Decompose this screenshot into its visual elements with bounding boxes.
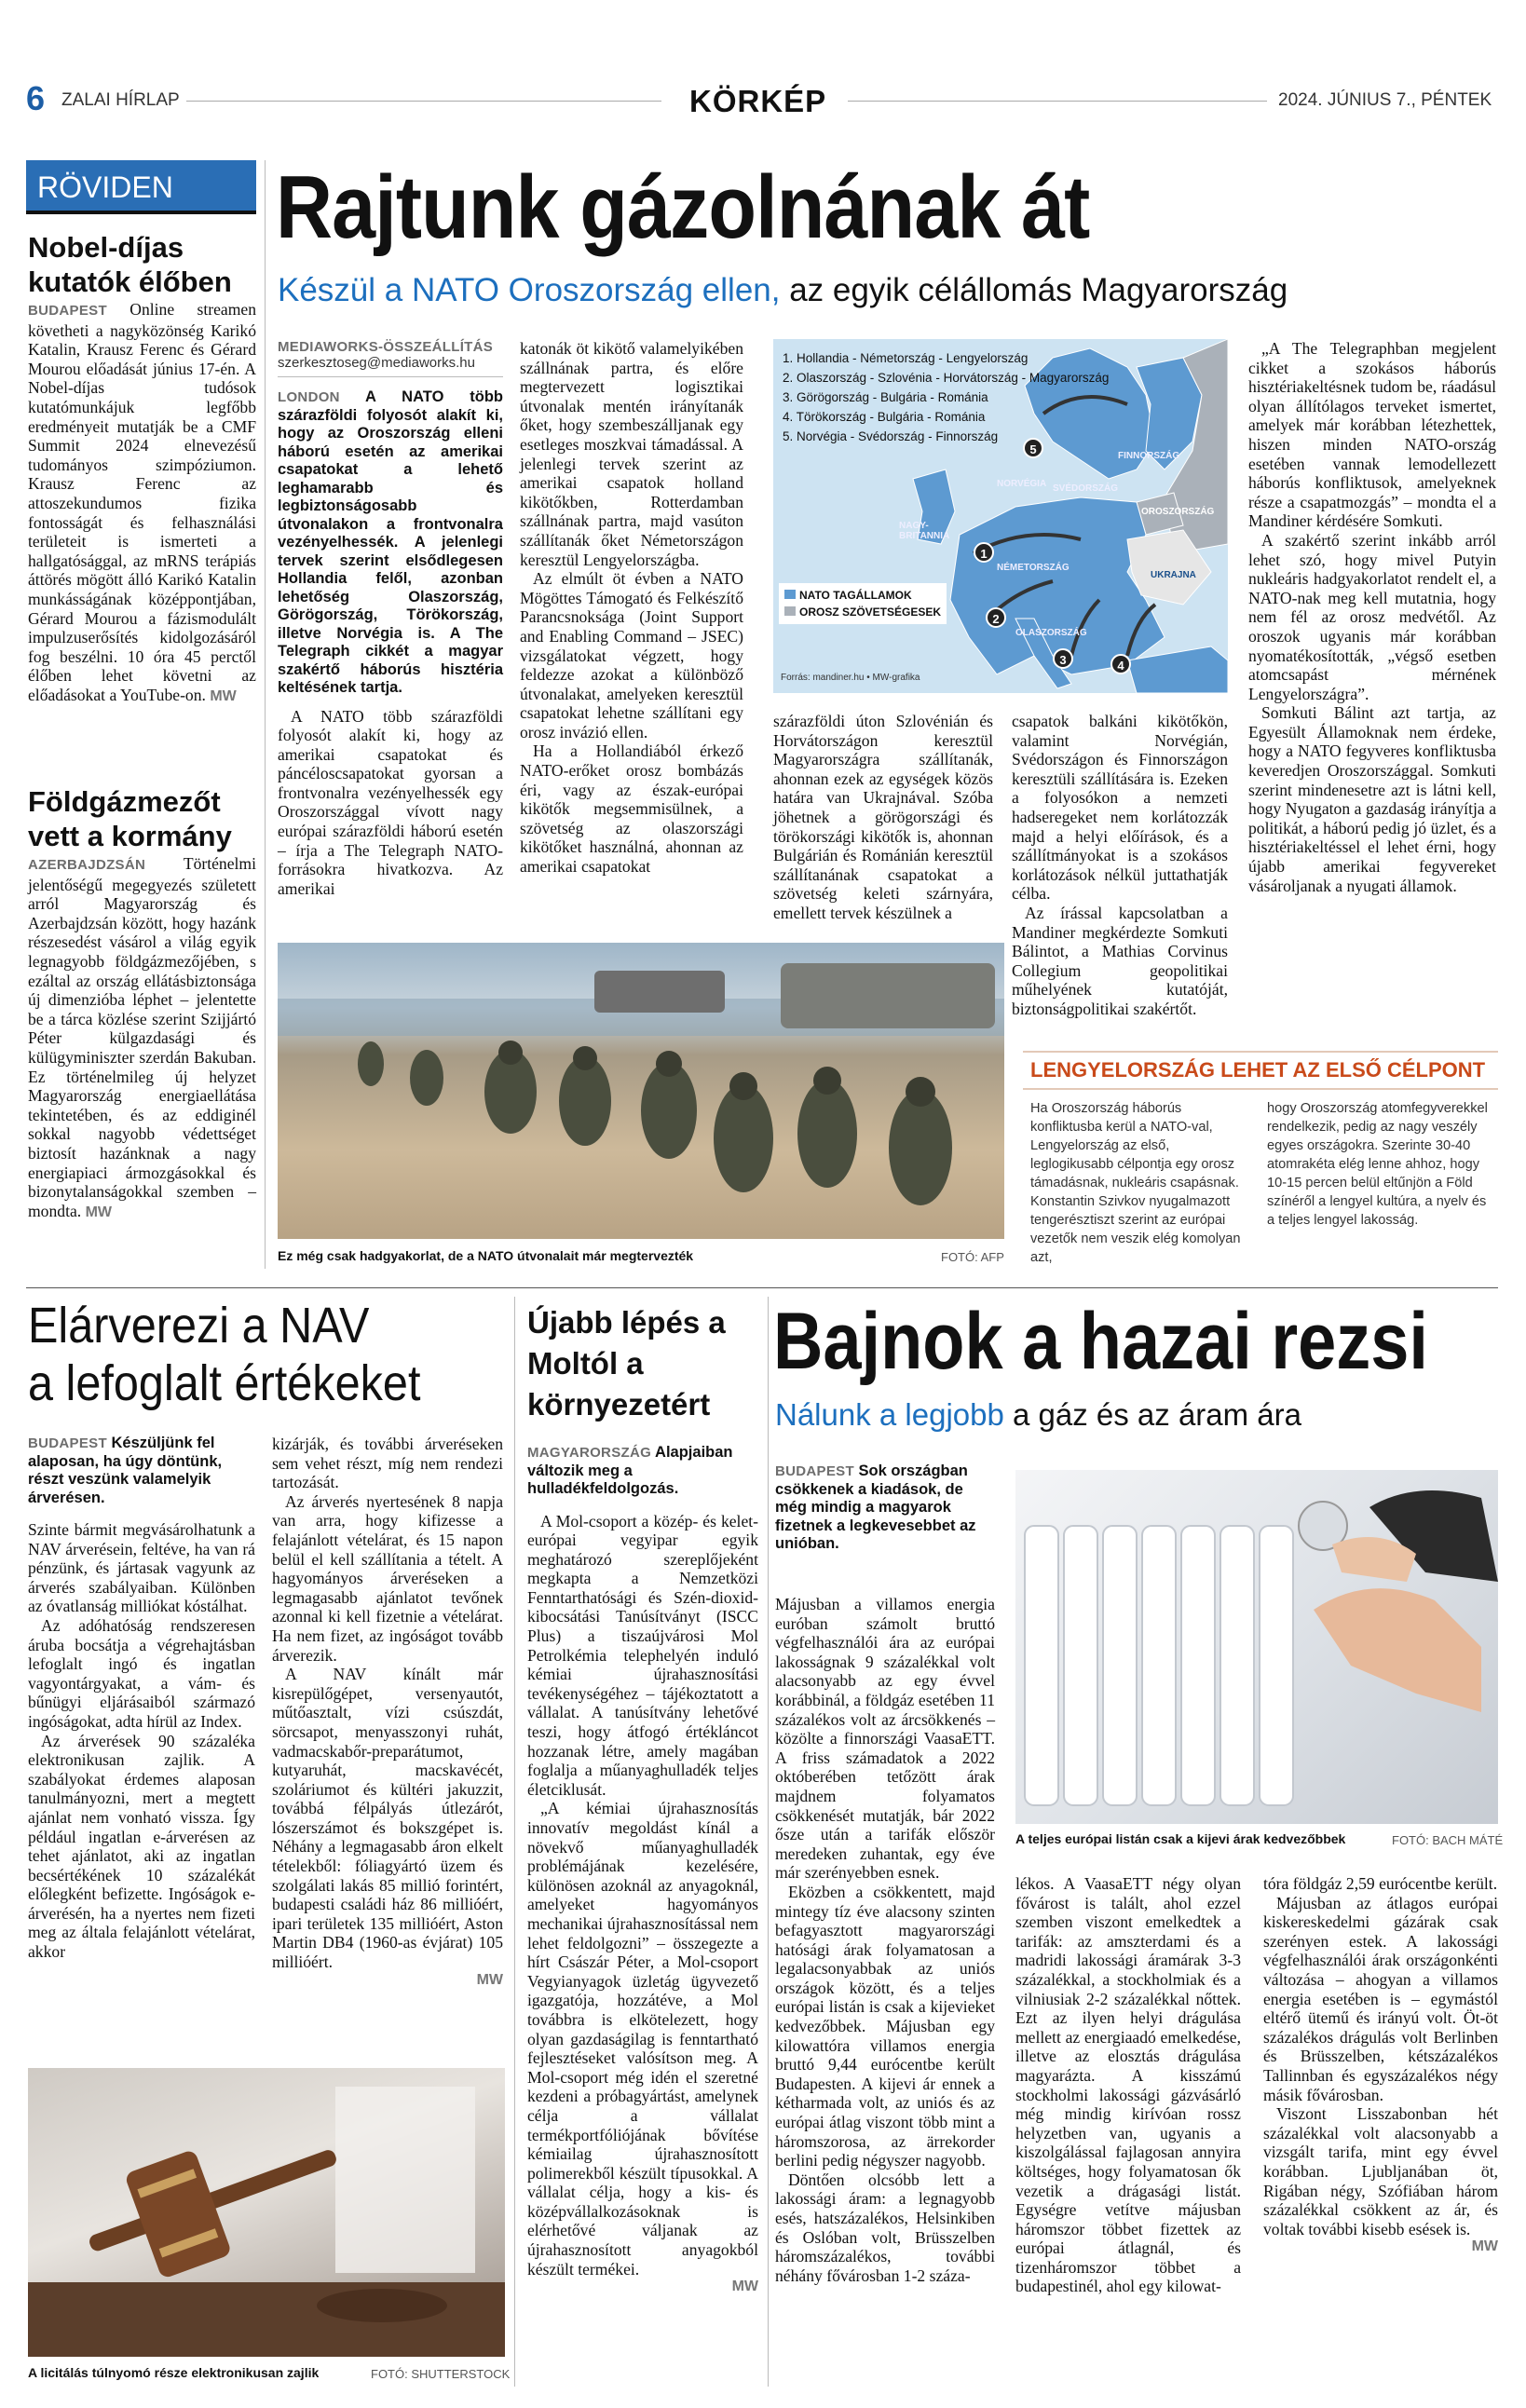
main-col1	[278, 339, 503, 898]
rezsi-sub-colored: Nálunk a legjobb	[775, 1397, 1004, 1432]
rezsi-photo	[1015, 1470, 1498, 1824]
rezsi-col1-p3: Döntően olcsóbb lett a lakossági áram: a legnagyobb esés, hatszázalékos, Helsinkiben és Oslóban volt, Brüsszelben háromszázalékos, további néhány fővárosban 1-2 száza-	[775, 2170, 995, 2285]
rezsi-col3-p3: Viszont Lisszabonban hét százalékkal volt alacsonyabb a vizsgált tarifa, mint egy évvel korábban. Ljubljanában öt, Rigában négy, Szófiában három százalékkal csökkent az ár, és voltak további kisebb esések is.	[1263, 2104, 1498, 2238]
nav-col1-p1: Szinte bármit megvásárolhatunk a NAV árverésein, feltéve, ha van rá pénzünk, és jártasak vagyunk az árverés szabályaiban. Különben az óvatlanság milliókat kóstálhat.	[28, 1520, 255, 1616]
nav-col1-p2: Az adóhatóság rendszeresen áruba bocsátja a végrehajtásban lefoglalt ingó és ingatlan vagyontárgyakat, a vám- és bűnügyi eljárásaiból származó ingóságokat, adta hírül az Index.	[28, 1615, 255, 1731]
main-col4-text: csapatok balkáni kikötőkön, valamint Norvégián, Svédországon és Finnországon keresztüli szállítására is. Ezeken a folyosókon a nemzeti hadseregeket nem korlátozzák majd a helyi előírások, és a szállítmányokat is a szokásos korlátozások nélkül juttathatják célba.	[1012, 712, 1228, 904]
main-photo-caption: Ez még csak hadgyakorlat, de a NATO útvonalait már megtervezték	[278, 1248, 694, 1263]
main-col5-p2: A szakértő szerint inkább arról lehet szó, hogy mivel Putyin nukleáris hadgyakorlatot rendelt el, a NATO-nak meg kell mutatnia, hogy nem fél az orosz medvétől. Az oroszok ugyanis már korábban nyomatékosították, „végső esetben atomcsapást mérnének Lengyelországra”.	[1248, 530, 1496, 703]
map-label-uk: NAGY-BRITANNIA	[899, 521, 950, 541]
nav-photo-credit: FOTÓ: SHUTTERSTOCK	[371, 2367, 511, 2381]
section-title: KÖRKÉP	[689, 84, 827, 118]
map-marker-4: 4	[1110, 654, 1131, 674]
main-photo-credit: FOTÓ: AFP	[941, 1250, 1004, 1264]
sidebox-col2: hogy Oroszország atomfegyverekkel rendelkezik, pedig az nagy veszély egyes országokra. Szerinte 30-40 atomrakéta elég lenne ahhoz, hogy 10-15 percen belül eltűnjön a Föld színéről a lengyel kultúra, a nyelv és a teljes lengyel lakosság.	[1267, 1101, 1488, 1228]
map-marker-2: 2	[986, 607, 1006, 628]
header-rule-right	[848, 101, 1267, 102]
main-lead-text: A NATO több szárazföldi folyosót alakít ki, hogy az Oroszország elleni háború esetén az amerikai csapatokat a lehető leghamarabb és legbiztonságosabb útvonalakon a frontvonalra vezényelhessék. A jelenlegi tervek szerint elsődlegesen Hollandia felől, azonban lehetőség Olaszország, Görögország, Törökország, illetve Norvégia is. A The Telegraph cikkét a magyar szakértő háborús hisztéria keltésének tartja.	[278, 388, 503, 696]
roviden-label	[26, 160, 256, 214]
map-route-2: 2. Olaszország - Szlovénia - Horvátország - Magyarország	[783, 371, 1110, 385]
map-label-russia: OROSZORSZÁG	[1141, 507, 1215, 517]
main-lead	[278, 388, 503, 698]
rezsi-lead-kicker: BUDAPEST	[775, 1463, 854, 1479]
rezsi-lead-box	[775, 1462, 995, 1554]
nav-col1-p3: Az árverések 90 százaléka elektronikusan zajlik. A szabályokat érdemes alaposan tanulmányozni, mert a megtett ajánlat nem vonható vissza. Így például ingatlan e-árverésen az tehet ajánlatot, aki az ingatlan becsértékének 10 százalékát előlegként befizette. Ingóságok e-árverésén, ha a nyertes nem fizeti meg az általa felajánlott vételárat, akkor	[28, 1731, 255, 1962]
main-col4-p2: Az írással kapcsolatban a Mandiner megkérdezte Somkuti Bálintot, a Mathias Corvinus Collegium geopolitikai műhelyének kutatóját, biztonságpolitikai szakértőt.	[1012, 903, 1228, 1018]
nav-photo-caption: A licitálás túlnyomó része elektronikusan zajlik	[28, 2365, 320, 2380]
roviden-item2-kicker: AZERBAJDZSÁN	[28, 857, 146, 873]
map-source: Forrás: mandiner.hu • MW-grafika	[781, 673, 920, 683]
roviden-item1-title: Nobel-díjas kutatók élőben	[28, 231, 232, 298]
roviden-label-text: RÖVIDEN	[37, 170, 173, 204]
rezsi-col3	[1263, 1874, 1498, 2255]
main-col2-p3: Ha a Hollandiából érkező NATO-erőket orosz bombázás éri, vagy az észak-európai kikötők megsemmisülnek, a szövetség az olaszországi kikötőket használná, ahonnan az amerikai csapatokat	[520, 741, 743, 877]
map-label-sweden: SVÉDORSZÁG	[1053, 483, 1119, 494]
rezsi-col1-p1: Májusban a villamos energia euróban számolt bruttó végfelhasználói ára az európai lakosságnak 9 százalékkal volt alacsonyabb az egy évvel korábbinál, a földgáz esetében 11 százalékos volt az árcsökkenés – közölte a finnországi VaasaETT. A friss számadatok a 2022 októberében tetőzött árak majdnem folyamatos csökkenését mutatják, bár 2022 ősze után a tarifák először meredeken zuhantak, egy éve már szerényebben esnek.	[775, 1595, 995, 1883]
nav-col2-p3: A NAV kínált már kisrepülőgépet, versenyautót, műtőasztalt, vízi csúszdát, sörcsapot, menyasszonyi ruhát, vadmacskabőr-preparátumot, kutyaruhát, macskavécét, szoláriumot és kültéri jakuzzit, továbbá félpályás útlezárót, lószerszámot és bokszgépet is. Néhány a legmagasabb áron elkelt tételekből: fóliagyártó üzem és szolgálati lakás 85 millió forintért, budapesti családi ház 86 millióért, ipari területek 135 millióért, Aston Martin DB4 (1960-as évjárat) 105 millióért.	[272, 1665, 503, 1972]
main-lead-kicker: LONDON	[278, 389, 340, 405]
main-col5	[1248, 339, 1496, 895]
map-label-italy: OLASZORSZÁG	[1015, 628, 1087, 638]
mol-lead	[527, 1444, 758, 1499]
rezsi-sub-rest: a gáz és az áram ára	[1003, 1397, 1301, 1432]
rezsi-col2-p1: lékos. A VaasaETT négy olyan fővárost is talált, ahol ezzel szemben viszont emelkedtek a tarifák: az amszterdami és a madridi lakossági áramárak 3-3 százalékkal, a stockholmiak és a vilniusiak 2-2 százalékkal nőttek. Ezt az ilyen helyi drágulása mellett az energiaadó emelkedése, illetve az elosztás drágulása magyarázta. A kisszámú stockholmi lakossági gázvásárló még mindig kirívóan rossz helyzetben van, ugyanis a kiszolgálással fajlagosan annyira költséges, hogy folyamatosan ők vezetik a drágasági listát. Egységre vetítve májusban háromszor többet fizettek az európai átlagnál, és tizenháromszor többet a budapestinél, ahol egy kilowat-	[1015, 1874, 1241, 2296]
map-label-norway: NORVÉGIA	[997, 479, 1047, 489]
nav-lead	[28, 1435, 255, 1507]
main-col4	[1012, 712, 1228, 1019]
header-rule-left	[186, 101, 661, 102]
sidebar-divider	[265, 160, 266, 1269]
main-byline-email: szerkesztoseg@mediaworks.hu	[278, 355, 503, 377]
map-marker-3: 3	[1053, 648, 1073, 669]
rezsi-headline: Bajnok a hazai rezsi	[773, 1297, 1428, 1386]
map-legend-nato: NATO TAGÁLLAMOK	[799, 589, 912, 602]
rezsi-col3-p1: tóra földgáz 2,59 eurócentbe került.	[1263, 1874, 1498, 1893]
main-headline: Rajtunk gázolnának át	[276, 157, 1090, 257]
main-col2-p2: Az elmúlt öt évben a NATO Mögöttes Támogató és Felkészítő Parancsnoksága (Joint Support and Enabling Command – JSEC) vizsgálatokat végzett, hogy feldezze azokat a különböző útvonalakat, amelyeken keresztül csapatokat lehetne szállítani egy orosz invázió ellen.	[520, 569, 743, 741]
main-col3	[773, 712, 993, 923]
nav-divider	[514, 1297, 515, 2387]
sidebox	[1023, 1051, 1498, 1270]
main-subheadline	[278, 270, 1288, 311]
main-sub-colored: Készül a NATO Oroszország ellen,	[278, 272, 781, 308]
nav-photo	[28, 2068, 505, 2357]
nav-headline-line2: a lefoglalt értékeket	[28, 1355, 421, 1411]
main-col1-text: A NATO több szárazföldi folyosót alakít ki, hogy az amerikai csapatokat és páncéloscsapatokat gyorsan a frontvonalra vezényelhessék egy Oroszországgal vívott nagy európai szárazföldi háború esetén – írja a The Telegraph NATO-forrásokra hivatkozva. Az amerikai	[278, 706, 503, 898]
nav-headline	[28, 1297, 420, 1412]
nav-lead-text: Készüljünk fel alaposan, ha úgy döntünk, részt veszünk valamelyik árverésen.	[28, 1435, 223, 1506]
map-label-ukraine: UKRAJNA	[1151, 570, 1196, 580]
map-route-5: 5. Norvégia - Svédország - Finnország	[783, 429, 999, 443]
rezsi-photo-caption: A teljes európai listán csak a kijevi árak kedvezőbbek	[1015, 1831, 1346, 1846]
roviden-item1-text: Online streamen követheti a nagyközönség Karikó Katalin, Krausz Ferenc és Gérard Mourou előadását június 17-én. A Nobel-díjas tudósok kutatómunkájuk legfőbb eredményeit mutatják be a CMF Summit 2024 elnevezésű tudományos szimpóziumon. Krausz Ferenc az attoszekundumos fizika fontosságát és felhasználási területeit is ismerteti a hallgatósággal, az mRNS terápiás áttörés mögött álló Karikó Katalin munkásságának középpontjában, Gérard Mourou a fázismodulált impulzuserősítés kidolgozásáról fog beszélni. 10 óra 45 perctől élőben lehet követni az előadásokat a YouTube-on.	[28, 300, 256, 704]
map-marker-1: 1	[974, 542, 994, 563]
gavel-illustration	[28, 2068, 505, 2357]
roviden-item2-title: Földgázmezőt vett a kormány	[28, 785, 232, 852]
roviden-item1-sign: MW	[210, 687, 237, 704]
rezsi-col2	[1015, 1874, 1241, 2296]
roviden-item2-sign: MW	[85, 1204, 113, 1220]
soldiers-illustration	[278, 943, 1004, 1239]
map-route-list	[783, 348, 1109, 446]
section-divider	[26, 1287, 1498, 1288]
main-col3-text: szárazföldi úton Szlovénián és Horvátországon keresztül Magyarországra szállítanák, ahonnan ezek az egységek közös határa van Ukrajnával. Szóba jöhetnek a görögországi és törökországi kikötők is, ahonnan Bulgárián és Románián keresztül szállítanának csapatokat a szövetség keleti szárnyára, emellett tervek készülnek a	[773, 712, 993, 922]
mol-sign: MW	[731, 2279, 758, 2295]
radiator-illustration	[1015, 1470, 1498, 1824]
map-label-finland: FINNORSZÁG	[1118, 451, 1180, 461]
map-legend-nato-row	[784, 587, 941, 604]
nav-lead-kicker: BUDAPEST	[28, 1435, 107, 1451]
map-marker-5: 5	[1023, 438, 1043, 458]
roviden-item1-body	[28, 300, 256, 706]
rezsi-subheadline	[775, 1395, 1301, 1435]
roviden-item2-text: Történelmi jelentőségű megegyezés született arról Magyarország és Azerbajdzsán között, hogy hazánk részesedést vásárol a világ egyik legnagyobb földgázmezőjében, s ezáltal az ország ellátásbiztonsága új dimenzióba léphet – jelentette be a tárca közlése szerint Szijjártó Péter külgazdasági és külügyminiszter szerdán Bakuban. Ez történelmileg új helyzet Magyarország energiaellátása tekintetében, és az eddiginél sokkal nagyobb védettséget biztosít hazánknak a nagy energiapiaci ármozgásokkal és bizonytalanságokkal szemben – mondta.	[28, 854, 256, 1220]
route-map	[773, 339, 1228, 693]
main-col5-p3: Somkuti Bálint azt tartja, az Egyesült Államoknak nem érdeke, hogy a NATO fegyveres konfliktusba keveredjen Oroszországgal. Somkuti szerint mindenesetre azt is látni kell, hogy Nyugaton a gazdaság irányítja a politikát, a háború pedig jó üzlet, és a hisztériakeltéssel el lehet érni, hogy újabb amerikai fegyvereket vásároljanak a nyugati államok.	[1248, 703, 1496, 895]
rezsi-col1	[775, 1595, 995, 2285]
map-legend-allies-row	[784, 604, 941, 620]
mol-p1: A Mol-csoport a közép- és kelet-európai vegyipar egyik meghatározó szereplőjeként megkapta a Nemzetközi Fenntarthatósági és Szén-dioxid-kibocsátási Tanúsítványt (ISCC Plus) a tiszaújvárosi Mol Petrolkémia telephelyén induló kémiai újrahasznosítási tevékenységéhez – tájékoztatott a vállalat. A tanúsítvány lehetővé teszi, hogy átfogó értékláncot hozzanak létre, amely magában foglalja a műanyaghulladék teljes életciklusát.	[527, 1511, 758, 1799]
main-col2-text: katonák öt kikötő valamelyikében szállnának partra, és előre megtervezett logisztikai útvonalak mentén irányítanák őket, hogy szembeszálljanak egy esetleges moszkvai támadással. A jelenlegi tervek szerint az amerikai csapatok holland kikötőkben, Rotterdamban szállnának partra, majd vasúton szállítanák őket Németországon keresztül Lengyelországba.	[520, 339, 743, 569]
roviden-item2-body	[28, 854, 256, 1222]
rezsi-lead-text: Sok országban csökkenek a kiadások, de még mindig a magyarok fizetnek a legkevesebbet az unióban.	[775, 1462, 976, 1552]
page-number: 6	[26, 79, 46, 117]
map-legend-nato-swatch	[784, 590, 796, 599]
sidebox-col1: Ha Oroszország háborús konfliktusba kerül a NATO-val, Lengyelország az első, leglogikusabb célpontja egy orosz támadásnak, nukleáris csapásnak. Konstantin Szivkov nyugalmazott tengerésztiszt szerint az európai vezetők nem veszik elég komolyan azt,	[1030, 1101, 1241, 1265]
mol-lead-kicker: MAGYARORSZÁG	[527, 1445, 652, 1461]
mol-p2: „A kémiai újrahasznosítás innovatív megoldást kínál a növekvő műanyaghulladék problémájának kezelésére, különösen azoknál az anyagoknál, amelyeket hagyományos mechanikai újrahasznosítással nem lehet feldolgozni” – összegezte a hírt Császár Péter, a Mol-csoport Vegyianyagok üzletág ügyvezető igazgatója, hozzátéve, a Mol továbbra is elkötelezett, hogy olyan gazdaságilag is fenntartható fejlesztéseket valósítson meg. A Mol-csoport még idén el szeretné kezdeni a próbagyártást, amelynek célja a vállalat termékportfóliójának bővítése kémiailag újrahasznosított polimerekből készült típusokkal. A vállalat célja, hogy a kis- és középvállalkozásoknak is elérhetővé váljanak az újrahasznosított anyagokból készült termékei.	[527, 1799, 758, 2279]
map-legend	[779, 583, 947, 624]
mol-lead-text: Alapjaiban változik meg a hulladékfeldolgozás.	[527, 1444, 733, 1497]
map-route-3: 3. Görögország - Bulgária - Románia	[783, 390, 988, 404]
paper-name: ZALAI HÍRLAP	[61, 90, 180, 110]
main-byline-name: MEDIAWORKS-ÖSSZEÁLLÍTÁS	[278, 339, 494, 355]
main-col2	[520, 339, 743, 877]
map-route-1: 1. Hollandia - Németország - Lengyelország	[783, 351, 1029, 365]
sidebox-title: LENGYELORSZÁG LEHET AZ ELSŐ CÉLPONT	[1023, 1051, 1498, 1090]
main-sub-rest: az egyik célállomás Magyarország	[780, 272, 1288, 308]
mol-headline: Újabb lépés a Moltól a környezetért	[527, 1305, 726, 1422]
main-photo	[278, 943, 1004, 1239]
mol-body	[527, 1444, 758, 2295]
nav-col2	[272, 1435, 503, 1989]
nav-col1	[28, 1435, 255, 1962]
rezsi-sign: MW	[1471, 2238, 1498, 2255]
nav-col2-p1: kizárják, és további árveréseken sem vehet részt, míg nem rendezi tartozását.	[272, 1435, 503, 1492]
nav-col2-p2: Az árverés nyertesének 8 napja van arra, hogy kifizesse a felajánlott vételárat, és 15 napon belül el kell szállítania a tételt. A hagyományos árveréseken a legmagasabb ajánlatot tevőnek azonnal ki kell fizetnie a vételárat. Ha nem fizet, az ingóságot tovább árverezik.	[272, 1491, 503, 1665]
map-route-4: 4. Törökország - Bulgária - Románia	[783, 410, 986, 424]
rezsi-lead	[775, 1462, 995, 1554]
rezsi-col3-p2: Májusban az átlagos európai kiskereskedelmi gázárak csak szerényen estek. A lakossági végfelhasználói árak országonkénti változása – ahogyan a villamos energia esetében is – egymástól eltérő ütemű és irányú volt. Öt-öt százalékos drágulás volt Berlinben és Brüsszelben, kétszázalékos Tallinnban és egyszázalékos négy másik fővárosban.	[1263, 1893, 1498, 2104]
mol-divider	[768, 1297, 769, 2387]
map-legend-allies-swatch	[784, 606, 796, 616]
page-date: 2024. JÚNIUS 7., PÉNTEK	[1278, 90, 1492, 110]
main-col5-p1: „A The Telegraphban megjelent cikket a szokásos háborús hisztériakeltésnek tudom be, ráadásul olyan állítólagos terveket ismertet, amelyek már korábban létezhettek, hiszen minden NATO-ország esetében vannak lemodellezett háborús konfliktusok, amelyeknek része a csapatmozgás” – mondta el a Mandiner kérdésére Somkuti.	[1248, 339, 1496, 531]
rezsi-photo-credit: FOTÓ: BACH MÁTÉ	[1392, 1833, 1504, 1847]
roviden-item1-kicker: BUDAPEST	[28, 303, 107, 319]
map-legend-allies: OROSZ SZÖVETSÉGESEK	[799, 605, 942, 619]
map-europe	[950, 497, 1165, 674]
rezsi-col1-p2: Eközben a csökkentett, majd mintegy tíz éve alacsony szinten befagyasztott magyarországi hatósági árak folyamatosan a legalacsonyabbak az uniós országok között, és a teljes európai listán is csak a kijevieket kedvezőbbek. Májusban egy kilowattóra villamos energia bruttó 9,44 eurócentbe került Budapesten. A kijevi ár ennek a kétharmada volt, az uniós és az európai átlag viszont több mint a háromszorosa, az ärrekorder berlini pedig négyszer nagyobb.	[775, 1882, 995, 2170]
map-label-germany: NÉMETORSZÁG	[997, 563, 1070, 573]
nav-headline-line1: Elárverezi a NAV	[28, 1298, 370, 1354]
nav-sign: MW	[476, 1971, 503, 1988]
